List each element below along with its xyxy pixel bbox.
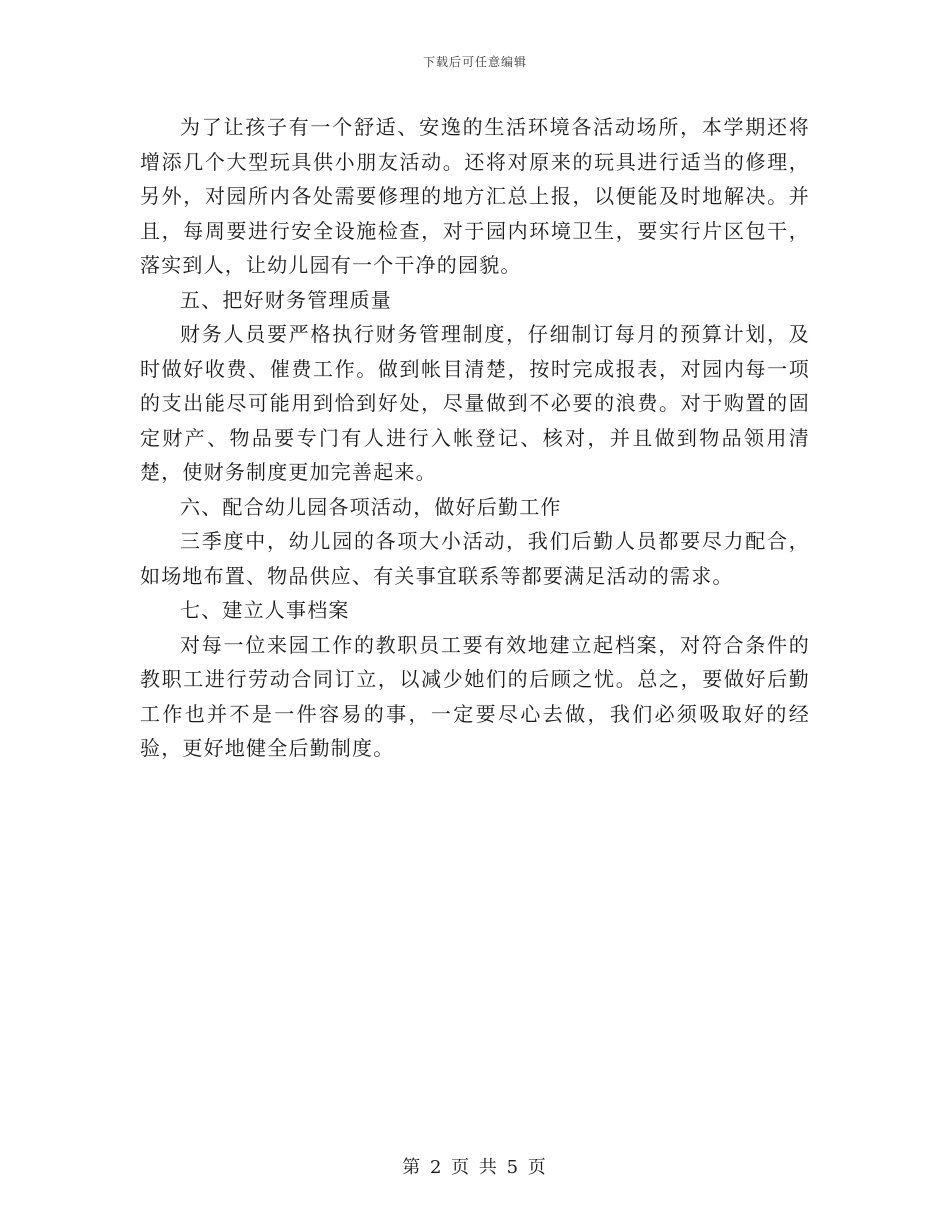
paragraph-environment: 为了让孩子有一个舒适、安逸的生活环境各活动场所，本学期还将增添几个大型玩具供小朋友活动。还将对原来的玩具进行适当的修理，另外，对园所内各处需要修理的地方汇总上报，以便能及时地解决。并且，每周要进行安全设施检查，对于园内环境卫生，要实行片区包干，落实到人，让幼儿园有一个干净的园貌。	[140, 115, 810, 277]
page-header: 下载后可任意编辑	[422, 55, 527, 69]
section-heading-logistics: 六、配合幼儿园各项活动，做好后勤工作	[180, 494, 562, 519]
paragraph-personnel: 对每一位来园工作的教职员工要有效地建立起档案，对符合条件的教职工进行劳动合同订立，以减少她们的后顾之忧。总之，要做好后勤工作也并不是一件容易的事，一定要尽心去做，我们必须吸取好的经验，更好地健全后勤制度。	[140, 632, 810, 760]
section-heading-finance: 五、把好财务管理质量	[180, 287, 392, 312]
section-heading-personnel: 七、建立人事档案	[180, 598, 350, 622]
document-body	[140, 110, 810, 766]
paragraph-logistics: 三季度中，幼儿园的各项大小活动，我们后勤人员都要尽力配合，如场地布置、物品供应、有关事宜联系等都要满足活动的需求。	[140, 529, 810, 588]
paragraph-finance: 财务人员要严格执行财务管理制度，仔细制订每月的预算计划，及时做好收费、催费工作。做到帐目清楚，按时完成报表，对园内每一项的支出能尽可能用到恰到好处，尽量做到不必要的浪费。对于购置的固定财产、物品要专门有人进行入帐登记、核对，并且做到物品领用清楚，使财务制度更加完善起来。	[140, 322, 810, 484]
page-number: 第 2 页 共 5 页	[402, 1157, 548, 1178]
